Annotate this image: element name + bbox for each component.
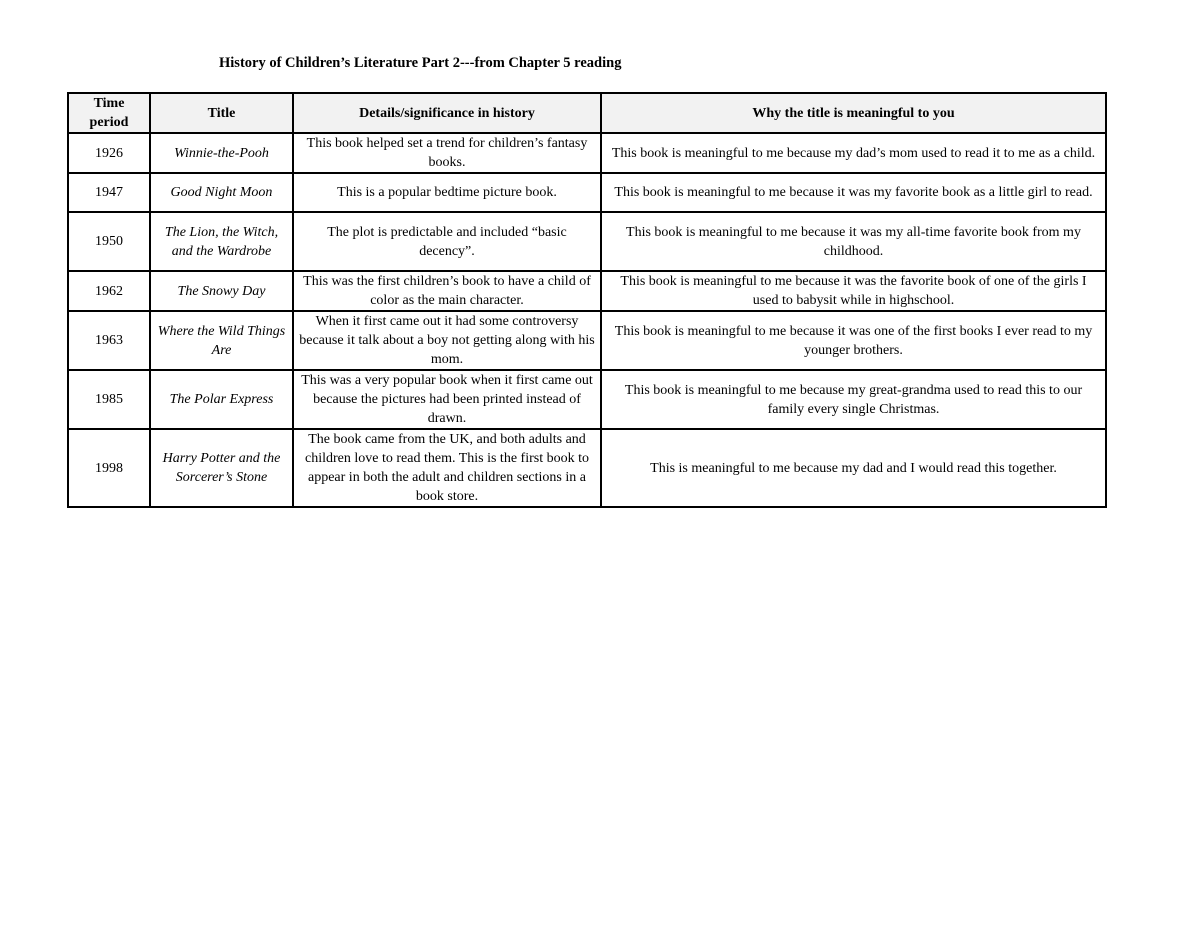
table-row xyxy=(68,311,1106,370)
cell-time-period: 1947 xyxy=(68,173,150,212)
table-row xyxy=(68,212,1106,271)
literature-history-table xyxy=(67,92,1107,508)
cell-why-meaningful: This book is meaningful to me because my dad’s mom used to read it to me as a child. xyxy=(601,133,1106,173)
header-details: Details/significance in history xyxy=(293,93,601,133)
header-time-period: Time period xyxy=(68,93,150,133)
cell-time-period: 1962 xyxy=(68,271,150,311)
cell-title: The Lion, the Witch, and the Wardrobe xyxy=(150,212,293,271)
table-row xyxy=(68,271,1106,311)
document-title: History of Children’s Literature Part 2---from Chapter 5 reading xyxy=(219,55,622,71)
cell-details: This was a very popular book when it first came out because the pictures had been printed instead of drawn. xyxy=(293,370,601,429)
cell-time-period: 1963 xyxy=(68,311,150,370)
table-row xyxy=(68,173,1106,212)
cell-details: The plot is predictable and included “basic decency”. xyxy=(293,212,601,271)
cell-time-period: 1998 xyxy=(68,429,150,507)
cell-details: The book came from the UK, and both adults and children love to read them. This is the first book to appear in both the adult and children sections in a book store. xyxy=(293,429,601,507)
cell-details: When it first came out it had some controversy because it talk about a boy not getting along with his mom. xyxy=(293,311,601,370)
header-title: Title xyxy=(150,93,293,133)
cell-title: Where the Wild Things Are xyxy=(150,311,293,370)
cell-details: This was the first children’s book to have a child of color as the main character. xyxy=(293,271,601,311)
cell-title: The Snowy Day xyxy=(150,271,293,311)
cell-why-meaningful: This book is meaningful to me because it was the favorite book of one of the girls I used to babysit while in highschool. xyxy=(601,271,1106,311)
cell-why-meaningful: This book is meaningful to me because my great-grandma used to read this to our family every single Christmas. xyxy=(601,370,1106,429)
cell-why-meaningful: This book is meaningful to me because it was one of the first books I ever read to my younger brothers. xyxy=(601,311,1106,370)
cell-why-meaningful: This book is meaningful to me because it was my all-time favorite book from my childhood. xyxy=(601,212,1106,271)
cell-details: This is a popular bedtime picture book. xyxy=(293,173,601,212)
table-row xyxy=(68,429,1106,507)
cell-title: Good Night Moon xyxy=(150,173,293,212)
cell-time-period: 1985 xyxy=(68,370,150,429)
cell-title: The Polar Express xyxy=(150,370,293,429)
cell-time-period: 1926 xyxy=(68,133,150,173)
cell-details: This book helped set a trend for children’s fantasy books. xyxy=(293,133,601,173)
table-row xyxy=(68,370,1106,429)
cell-time-period: 1950 xyxy=(68,212,150,271)
header-row xyxy=(68,93,1106,133)
cell-why-meaningful: This book is meaningful to me because it was my favorite book as a little girl to read. xyxy=(601,173,1106,212)
cell-title: Winnie-the-Pooh xyxy=(150,133,293,173)
table-row xyxy=(68,133,1106,173)
cell-title: Harry Potter and the Sorcerer’s Stone xyxy=(150,429,293,507)
header-why-meaningful: Why the title is meaningful to you xyxy=(601,93,1106,133)
cell-why-meaningful: This is meaningful to me because my dad and I would read this together. xyxy=(601,429,1106,507)
